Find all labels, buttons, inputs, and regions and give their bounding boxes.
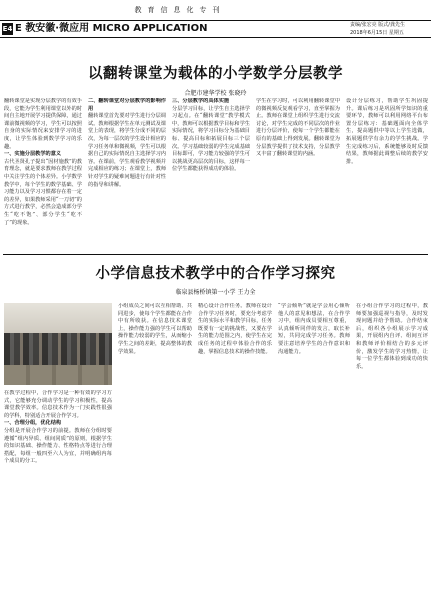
- editor-line: 责编/张宏亮 版式/龚先生: [350, 22, 405, 28]
- article1-heading-3: 三、分层教学的具体实施: [172, 98, 230, 104]
- photo-blackboard: [4, 303, 112, 333]
- edition-meta: [350, 21, 430, 37]
- date-line: 2018年6月15日 星期五: [350, 30, 404, 36]
- article1-col3-text: 分层学习目标，让学生自主选择学习起点。在“翻转课堂”教学模式中，教师可以根据教学目标和学生实际情况，将学习目标分为基础目标、提高目标和拓展目标三个层次。学习基础较弱的学生完成基础目标即可，学习能力较强的学生可以挑战更高层次的目标，这样每一位学生都能获得成功的体验。: [172, 105, 250, 173]
- article1-title: 以翻转课堂为载体的小学数学分层教学: [88, 66, 343, 82]
- article2-col3-text: 精心设计合作任务。教师在设计合作学习任务时，要充分考虑学生的实际水平和教学目标，任务既要有一定的挑战性，又要在学生的能力范围之内，使学生在完成任务的过程中体验合作的乐趣，掌握信息技术的操作技能。: [198, 303, 272, 355]
- article2-col4-text: “学会倾听”就是学会用心倾听他人的意见和想法，在合作学习中，组内成员要相互尊重，认真倾听同伴的发言，取长补短，共同完成学习任务。教师要注意培养学生的合作意识和沟通能力。: [278, 303, 350, 355]
- article-divider: [3, 254, 428, 255]
- article2-col5-text: 在小组合作学习的过程中，教师要加强巡视与指导，及时发现问题并给予帮助。合作结束后，组织各小组展示学习成果，开展组内自评、组间互评和教师评价相结合的多元评价，激发学生的学习热情，让每一位学生都体验到成功的快乐。: [356, 303, 428, 370]
- page-number-badge: E4: [2, 25, 13, 33]
- article2-col1-text: 在教学过程中，合作学习是一种有效的学习方式，它能够充分调动学生的学习积极性，提高课堂教学效率。信息技术作为一门实践性很强的学科，特别适合开展合作学习。: [4, 390, 112, 419]
- article1-column-4: [256, 98, 340, 250]
- article2-column-5: [356, 303, 428, 612]
- article2-column-3: [198, 303, 272, 612]
- article1-column-5: [346, 98, 428, 250]
- article1-col1-text: 翻转课堂是实现分层教学的有效手段，它能为学生利用课堂以外的时间自主地开展学习提供保障，通过课前微视频的学习，学生可以按照自身的实际情况来安排学习的进度，让学生体验到数学学习的乐趣。: [4, 98, 82, 150]
- article1-author: 合肥市建华学校 张晓玲: [184, 90, 247, 97]
- article1-column-2: [88, 98, 166, 250]
- photo-desks: [4, 365, 112, 385]
- article2-column-1: [4, 390, 112, 612]
- article2-title: 小学信息技术教学中的合作学习探究: [95, 266, 336, 282]
- article1-col4-text: 学生在学习时，可以利用翻转课堂中的微视频反复观看学习，直至掌握为止。教师在课堂上组织学生进行交流讨论，对学生完成的不同层次的作业进行分层评价，使每一个学生都能在原有的基础上得到发展。翻转课堂为分层教学提供了技术支持，分层教学又丰富了翻转课堂的内涵。: [256, 98, 340, 158]
- article2-author: 临泉县杨桥镇第一小学 王力全: [175, 289, 256, 296]
- top-bar: [0, 0, 431, 20]
- article2-heading-1: 一、合理分组，优化结构: [4, 420, 62, 427]
- article2-column-4: [278, 303, 350, 612]
- article1-col5-text: 设计分层练习，帮助学生巩固提升。课后练习是巩固所学知识的重要环节，教师可以利用网络平台布置分层练习：基础题面向全体学生，提高题供中等以上学生选做，拓展题供学有余力的学生挑战。学生完成练习后，系统能够及时反馈结果，教师据此调整后续的教学安排。: [346, 98, 428, 165]
- section-title: E 教安徽·微应用 MICRO APPLICATION: [15, 23, 208, 34]
- article1-col2-text: 翻转课堂首先要对学生进行分层调试。教师根据学生在单元测试及课堂上的表现，将学生分成不同的层次，为每一层次的学生设计相应的学习任务单和微视频，学生可以根据自己的实际情况自主选择学习内容。在课前，学生观看教学视频并完成相应的练习；在课堂上，教师针对学生的疑难问题进行有针对性的指导和讲解。: [88, 113, 166, 188]
- classroom-photo: [4, 303, 112, 385]
- article1-col1-para2: 古代圣贤孔子提出“因材施教”的教育理念，就是要求教师在教学过程中关注学生的个体差异。小学数学教学中，每个学生的数学基础、学习能力以及学习习惯都存在着一定的差异，如果教师采用“一刀切”的方式进行教学，必然会造成部分学生“吃不饱”、部分学生“吃不了”的现象。: [4, 158, 82, 226]
- article1-column-3: [172, 98, 250, 250]
- article1-heading-2: 二、翻转课堂对分层教学的影响作用: [88, 98, 166, 112]
- article1-heading-1: 一、实施分层教学的意义: [4, 151, 62, 158]
- article2-col1-para2: 分组是开展合作学习的前提。教师在分组时要遵循“组内异质、组间同质”的原则，根据学生的知识基础、操作能力、性格特点等进行合理搭配，每组一般四至六人为宜，并明确组内每个成员的分工。: [4, 427, 112, 465]
- article2-col2-text: 小组成员之间可以互相帮助、共同进步，使每个学生都能在合作中有所收获。在信息技术课堂上，操作能力强的学生可以帮助操作能力较弱的学生，从而缩小学生之间的差距，提高整体的教学效果。: [118, 303, 192, 355]
- special-issue-slogan: 教育信息化专刊: [134, 6, 226, 14]
- article2-column-2: [118, 303, 192, 612]
- article1-column-1: [4, 98, 82, 250]
